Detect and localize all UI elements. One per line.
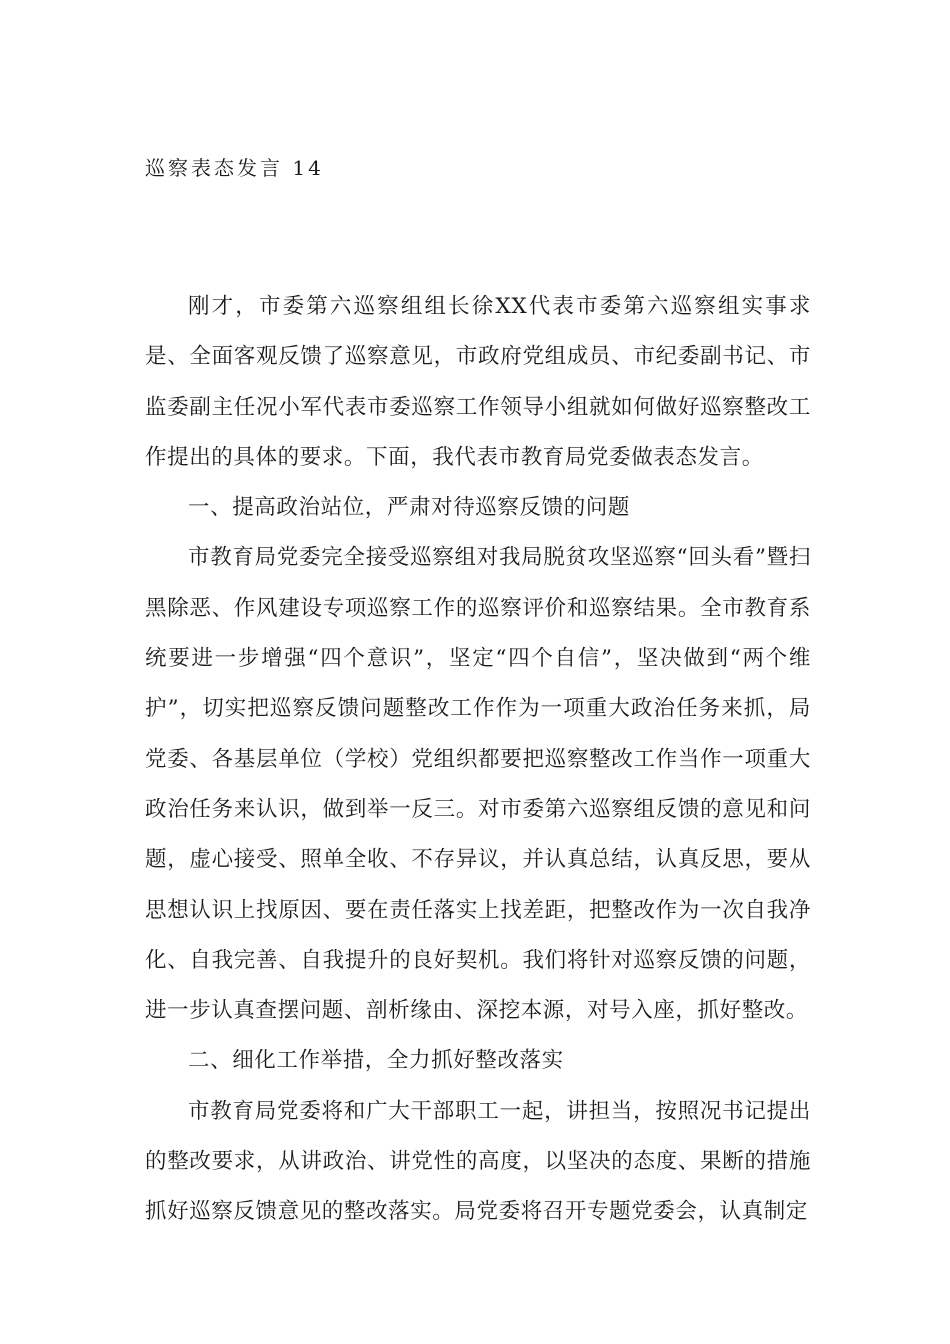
document-body — [145, 282, 811, 1238]
paragraph-section-2: 市教育局党委将和广大干部职工一起，讲担当，按照况书记提出的整改要求，从讲政治、讲党性的高度，以坚决的态度、果断的措施抓好巡察反馈意见的整改落实。局党委将召开专题党委会，认真制定 — [145, 1098, 811, 1225]
paragraph-section-1: 市教育局党委完全接受巡察组对我局脱贫攻坚巡察“回头看”暨扫黑除恶、作风建设专项巡察工作的巡察评价和巡察结果。全市教育系统要进一步增强“四个意识”，坚定“四个自信”，坚决做到“两个维护”，切实把巡察反馈问题整改工作作为一项重大政治任务来抓，局党委、各基层单位（学校）党组织都要把巡察整改工作当作一项重大政治任务来认识，做到举一反三。对市委第六巡察组反馈的意见和问题，虚心接受、照单全收、不存异议，并认真总结，认真反思，要从思想认识上找原因、要在责任落实上找差距，把整改作为一次自我净化、自我完善、自我提升的良好契机。我们将针对巡察反馈的问题，进一步认真查摆问题、剖析缘由、深挖本源，对号入座，抓好整改。 — [145, 545, 811, 1024]
section-heading-1: 一、提高政治站位，严肃对待巡察反馈的问题 — [188, 495, 631, 521]
document-title: 巡察表态发言 14 — [145, 156, 324, 180]
section-heading-2: 二、细化工作举措，全力抓好整改落实 — [188, 1048, 564, 1074]
paragraph-intro: 刚才，市委第六巡察组组长徐XX代表市委第六巡察组实事求是、全面客观反馈了巡察意见，市政府党组成员、市纪委副书记、市监委副主任况小军代表市委巡察工作领导小组就如何做好巡察整改工作提出的具体的要求。下面，我代表市教育局党委做表态发言。 — [145, 294, 811, 470]
